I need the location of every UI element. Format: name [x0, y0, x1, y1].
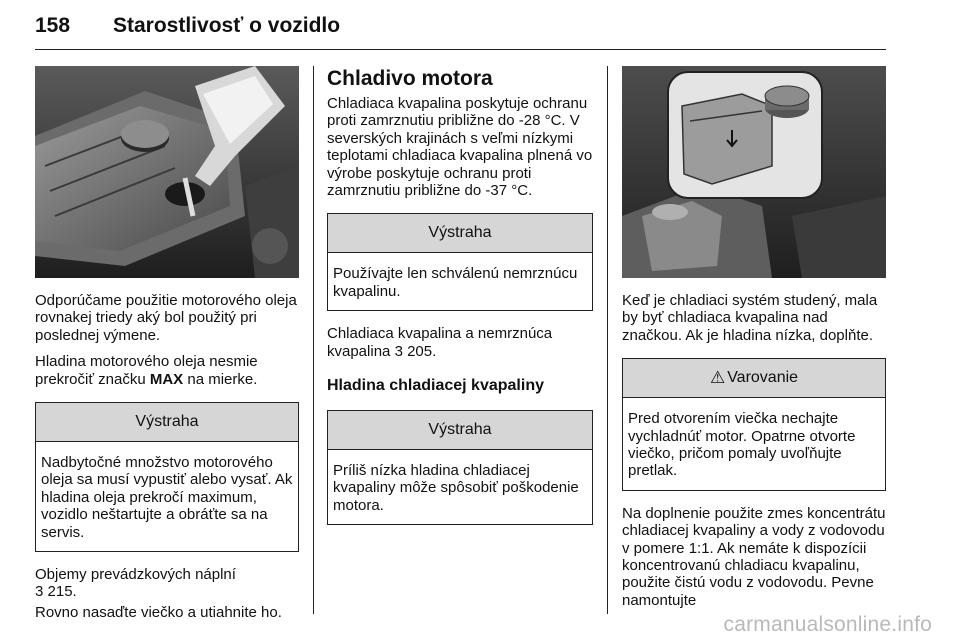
- column-divider: [313, 66, 314, 614]
- warning-heading: Výstraha: [328, 411, 592, 449]
- header-rule: [35, 49, 886, 50]
- oil-recommendation-text: Odporúčame použitie motorového oleja rovnakej triedy aký bol použitý pri poslednej výmene.: [35, 292, 297, 344]
- warning-heading: Výstraha: [328, 214, 592, 252]
- coolant-reference: Chladiaca kvapalina a nemrznúca kvapalina 3 205.: [327, 325, 553, 360]
- section-title: Chladivo motora: [327, 67, 493, 90]
- column-left: [35, 66, 299, 621]
- subheading: Hladina chladiacej kvapaliny: [327, 377, 544, 395]
- warning-box: [35, 402, 299, 552]
- page-ref-link[interactable]: 205.: [407, 342, 437, 360]
- page-ref-link[interactable]: 215.: [47, 583, 77, 601]
- warning-triangle-icon: ⚠: [709, 368, 726, 388]
- coolant-intro-text: Chladiaca kvapalina poskytuje ochranu proti zamrznutiu približne do -28 °C. V severských krajinách s veľmi nízkymi teplotami chladiaca kvapalina plnená vo výrobe poskytuje ochranu proti zamrznutiu približne do -37 °C.: [327, 95, 593, 200]
- coolant-level-text: Keď je chladiaci systém studený, mala by byť chladiaca kvapalina nad značkou. Ak je hladina nízka, doplňte.: [622, 292, 878, 344]
- page-header: [35, 14, 885, 50]
- warning-heading: Výstraha: [36, 403, 298, 441]
- refill-instructions-text: Na doplnenie použite zmes koncentrátu chladiacej kvapaliny a vody z vodovodu v pomere 1:1. Ak nemáte k dispozícii koncentrovanú chladiacu kvapalinu, použite čistú vodu z vodovodu. Pevne namontujte: [622, 504, 886, 609]
- cap-instruction-text: Rovno nasaďte viečko a utiahnite ho.: [35, 603, 282, 621]
- warning-body: Nadbytočné množstvo motorového oleja sa musí vypustiť alebo vysať. Ak hladina oleja prekročí maximum, vozidlo neštartujte a obráťte sa na servis.: [36, 441, 298, 551]
- warning-body: Príliš nízka hladina chladiacej kvapaliny môže spôsobiť poškodenie motora.: [328, 449, 592, 524]
- warning-box: [327, 213, 593, 311]
- column-divider: [607, 66, 608, 614]
- watermark: carmanualsonline.info: [723, 613, 932, 636]
- coolant-reservoir-photo: [622, 66, 886, 278]
- max-mark-label: MAX: [149, 370, 184, 388]
- column-right: [622, 66, 886, 609]
- capacities-reference: Objemy prevádzkových náplní 3 215.: [35, 566, 236, 601]
- caution-heading: ⚠ Varovanie: [623, 359, 885, 397]
- caution-body: Pred otvorením viečka nechajte vychladnúť motor. Opatrne otvorte viečko, pričom pomaly uvoľňujte pretlak.: [623, 397, 885, 490]
- engine-oil-photo: [35, 66, 299, 278]
- page-number: 158: [35, 14, 71, 37]
- oil-level-text: Hladina motorového oleja nesmie prekročiť značku MAX na mierke.: [35, 353, 258, 388]
- caution-box: [622, 358, 886, 491]
- warning-body: Používajte len schválenú nemrznúcu kvapalinu.: [328, 252, 592, 310]
- page-ref-arrow-icon: 3: [394, 342, 403, 360]
- column-middle: [327, 66, 593, 525]
- warning-box: [327, 410, 593, 525]
- page-ref-arrow-icon: 3: [35, 583, 44, 601]
- page-title: Starostlivosť o vozidlo: [113, 14, 341, 37]
